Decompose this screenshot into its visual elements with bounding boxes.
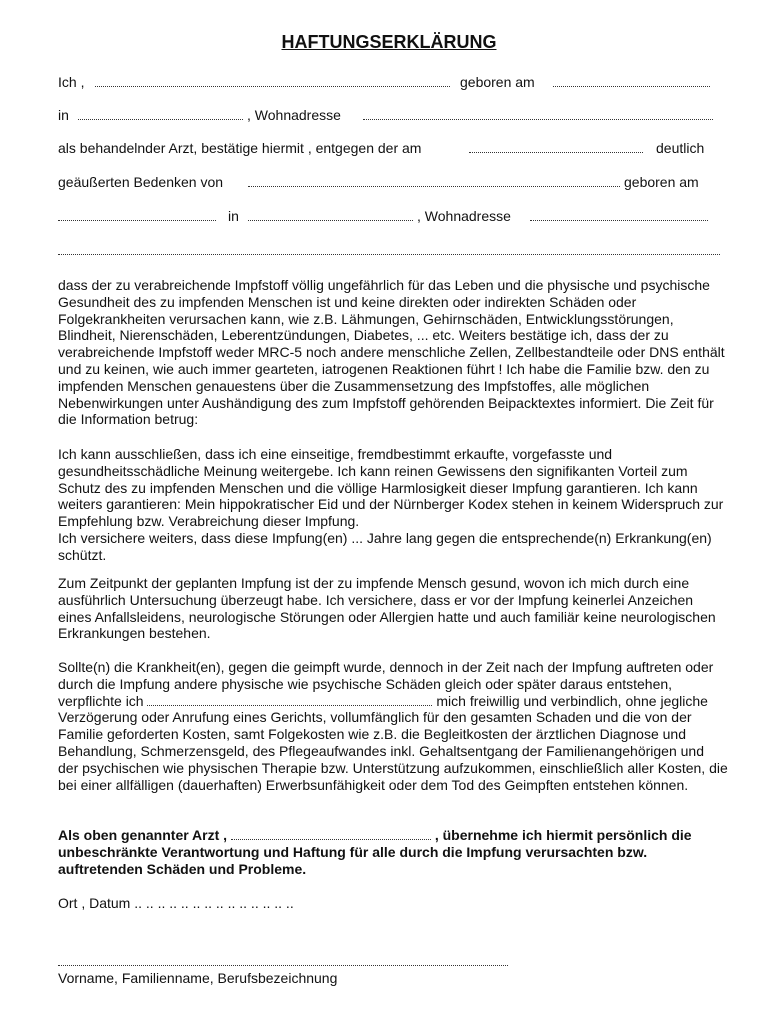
liability-name-field[interactable] — [147, 693, 432, 706]
label-geboren-am-2: geboren am — [624, 174, 699, 190]
form-line-2 — [0, 107, 768, 123]
paragraph-health-check: Zum Zeitpunkt der geplanten Impfung ist der zu impfende Mensch gesund, wovon ich mich durch eine ausführlich Untersuchung überzeugt habe. Ich versichere, dass er vor der Impfung keinerlei Anzeichen eines Anfallsleidens, neurologische Störungen oder Allergien hatte und auch familiär keine neurologischen Erkrankungen bestehen. — [58, 575, 716, 642]
document-title: HAFTUNGSERKLÄRUNG — [281, 32, 497, 52]
date-field[interactable] — [469, 152, 643, 153]
form-line-5 — [0, 208, 768, 224]
liability-text-start: Sollte(n) die Krankheit(en), gegen die geimpft wurde, dennoch in der Zeit nach der Impfung auftreten oder durch die Impfung andere physische wie psychische Schäden gleich oder später daraus entstehen, verpflichte ich — [58, 659, 714, 709]
doctor-text-end: , übernehme ich hiermit persönlich die unbeschränkte Verantwortung und Haftung für alle durch die Impfung verursachten bzw. auftretenden Schäden und Probleme. — [58, 827, 692, 877]
label-in: in — [58, 107, 69, 123]
label-deutlich: deutlich — [656, 140, 705, 156]
liability-text-end: mich freiwillig und verbindlich, ohne jegliche Verzögerung oder Anrufung eines Gerichts, vollumfänglich für den gesamten Schaden und die von der Familie geforderten Kosten, samt Folgekosten wie z.B. die Begleitkosten der ärztlichen Diagnose und Behandlung, Schmerzensgeld, des Pflegeaufwandes inkl. Gehaltsentgang der Familienangehörigen und der psychischen wie physischen Therapie bzw. Unterstützung aufzukommen, einschließlich aller Kosten, die bei einer allfälligen (dauerhaften) Erwerbsunfähigkeit oder dem Tod des Geimpften entstehen können. — [58, 692, 728, 793]
label-wohnadresse: , Wohnadresse — [247, 107, 341, 123]
person-name-field[interactable] — [248, 186, 620, 187]
birthdate-field[interactable] — [553, 86, 710, 87]
ort-datum[interactable]: Ort , Datum .. .. .. .. .. .. .. .. .. .. .. .. .. .. — [58, 895, 294, 911]
form-line-1 — [0, 74, 768, 90]
paragraph-protection-duration: Ich versichere weiters, dass diese Impfung(en) ... Jahre lang gegen die entsprechende(n) Erkrankung(en) schützt. — [58, 530, 712, 563]
label-wohnadresse-2: , Wohnadresse — [417, 208, 511, 224]
doctor-text-start: Als oben genannter Arzt , — [58, 827, 228, 843]
form-line-3 — [0, 140, 768, 156]
signature-line[interactable] — [58, 965, 508, 966]
person-birthdate-field[interactable] — [58, 220, 216, 221]
signature-caption: Vorname, Familienname, Berufsbezeichnung — [58, 970, 338, 986]
paragraph-doctor-responsibility — [58, 827, 728, 877]
person-address-field[interactable] — [530, 220, 708, 221]
label-geboren-am: geboren am — [460, 74, 535, 90]
paragraph-guarantee: Ich kann ausschließen, dass ich eine einseitige, fremdbestimmt erkaufte, vorgefasste und gesundheitsschädliche Meinung weitergebe. Ich kann reinen Gewissens den signifikanten Vorteil zum Schutz des zu impfenden Menschen und die völlige Harmlosigkeit dieser Impfung garantieren. Ich kann weiters garantieren: Mein hippokratischer Eid und der Nürnberger Kodex stehen in keinem Widerspruch zur Empfehlung bzw. Verabreichung dieser Impfung. — [58, 446, 724, 530]
paragraph-liability — [58, 659, 728, 793]
label-in-2: in — [228, 208, 239, 224]
doctor-name-field[interactable] — [231, 827, 431, 840]
person-birthplace-field[interactable] — [248, 220, 413, 221]
address-field[interactable] — [363, 119, 713, 120]
label-ich: Ich , — [58, 74, 85, 90]
birthplace-field[interactable] — [78, 119, 243, 120]
name-field[interactable] — [95, 86, 450, 87]
address-continuation-field[interactable] — [58, 254, 720, 255]
bedenken-text: geäußerten Bedenken von — [58, 174, 224, 190]
statement-text: als behandelnder Arzt, bestätige hiermit , entgegen der am — [58, 140, 422, 156]
paragraph-vaccine-safety: dass der zu verabreichende Impfstoff völlig ungefährlich für das Leben und die physische und psychische Gesundheit des zu impfenden Menschen ist und keine direkten oder indirekten Schäden oder Folgekrankheiten verursachen kann, wie z.B. Lähmungen, Gehirnschäden, Entwicklungsstörungen, Blindheit, Nierenschäden, Leberentzündungen, Diabetes, ... etc. Weiters bestätige ich, dass der zu verabreichende Impfstoff weder MRC-5 noch andere menschliche Zellen, Zellbestandteile oder DNS enthält und zu keinen, wie auch immer gearteten, iatrogenen Reaktionen führt ! Ich habe die Familie bzw. den zu impfenden Menschen genauestens über die Zusammensetzung des Impfstoffes, alle möglichen Nebenwirkungen unter Aushändigung des zum Impfstoff gehörenden Beipacktextes informiert. Die Zeit für die Information betrug: — [58, 277, 725, 428]
form-line-4 — [0, 174, 768, 190]
